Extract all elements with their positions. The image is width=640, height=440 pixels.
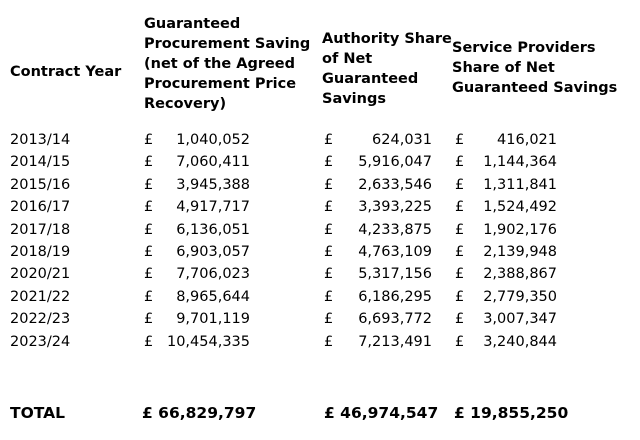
procurement-currency-symbol: £ [144,334,154,350]
authority-currency-symbol: £ [324,334,334,350]
authority-currency-symbol: £ [324,289,334,305]
provider-value-cell: 1,311,841 [483,177,557,193]
procurement-currency-symbol: £ [144,222,154,238]
procurement-value-cell: 7,060,411 [176,154,250,170]
contract-year-cell: 2021/22 [10,289,71,305]
provider-currency-symbol: £ [455,266,465,282]
provider-currency-symbol: £ [455,199,465,215]
procurement-value-cell: 3,945,388 [176,177,250,193]
provider-currency-symbol: £ [455,154,465,170]
authority-currency-symbol: £ [324,266,334,282]
authority-value-cell: 3,393,225 [358,199,432,215]
authority-currency-symbol: £ [324,222,334,238]
procurement-currency-symbol: £ [144,154,154,170]
provider-value-cell: 1,902,176 [483,222,557,238]
contract-year-cell: 2013/14 [10,132,71,148]
authority-currency-symbol: £ [324,132,334,148]
header-line: Guaranteed Savings [452,80,618,96]
provider-value-cell: 1,524,492 [483,199,557,215]
authority-value-cell: 7,213,491 [358,334,432,350]
authority-value-cell: 4,763,109 [358,244,432,260]
header-authority-share [322,29,452,109]
header-procurement-saving [144,14,310,114]
header-line: Service Providers [452,40,596,56]
header-line: (net of the Agreed [144,56,296,72]
procurement-currency-symbol: £ [144,132,154,148]
header-line: Authority Share [322,31,452,47]
procurement-currency-symbol: £ [144,177,154,193]
total-authority: £ 46,974,547 [324,404,439,422]
procurement-value-cell: 4,917,717 [176,199,250,215]
provider-value-cell: 2,388,867 [483,266,557,282]
authority-value-cell: 6,186,295 [358,289,432,305]
procurement-currency-symbol: £ [144,244,154,260]
authority-currency-symbol: £ [324,311,334,327]
provider-value-cell: 2,139,948 [483,244,557,260]
header-line: Savings [322,91,386,107]
authority-value-cell: 6,693,772 [358,311,432,327]
total-provider: £ 19,855,250 [454,404,569,422]
authority-currency-symbol: £ [324,154,334,170]
authority-value-cell: 5,916,047 [358,154,432,170]
contract-year-cell: 2014/15 [10,154,71,170]
contract-year-cell: 2022/23 [10,311,71,327]
header-contract-year-label: Contract Year [10,64,122,80]
contract-year-cell: 2023/24 [10,334,71,350]
procurement-value-cell: 1,040,052 [176,132,250,148]
procurement-currency-symbol: £ [144,289,154,305]
contract-year-cell: 2018/19 [10,244,71,260]
provider-currency-symbol: £ [455,177,465,193]
header-line: Procurement Saving [144,36,311,52]
procurement-currency-symbol: £ [144,311,154,327]
contract-year-cell: 2020/21 [10,266,71,282]
contract-year-cell: 2017/18 [10,222,71,238]
header-contract-year [10,62,121,82]
header-line: Share of Net [452,60,555,76]
procurement-value-cell: 6,136,051 [176,222,250,238]
contract-year-cell: 2015/16 [10,177,71,193]
total-label: TOTAL [10,404,65,422]
authority-currency-symbol: £ [324,177,334,193]
provider-value-cell: 1,144,364 [483,154,557,170]
contract-year-cell: 2016/17 [10,199,71,215]
procurement-value-cell: 10,454,335 [166,334,250,350]
provider-currency-symbol: £ [455,334,465,350]
header-line: of Net [322,51,373,67]
provider-currency-symbol: £ [455,311,465,327]
authority-value-cell: 5,317,156 [358,266,432,282]
header-line: Procurement Price [144,76,297,92]
provider-currency-symbol: £ [455,244,465,260]
procurement-value-cell: 6,903,057 [176,244,250,260]
authority-value-cell: 624,031 [372,132,432,148]
total-procurement: £ 66,829,797 [142,404,257,422]
header-line: Guaranteed [322,71,419,87]
procurement-currency-symbol: £ [144,266,154,282]
provider-currency-symbol: £ [455,132,465,148]
authority-currency-symbol: £ [324,244,334,260]
provider-value-cell: 416,021 [497,132,557,148]
header-provider-share [452,38,617,98]
authority-value-cell: 2,633,546 [358,177,432,193]
authority-value-cell: 4,233,875 [358,222,432,238]
authority-currency-symbol: £ [324,199,334,215]
header-line: Guaranteed [144,16,241,32]
procurement-value-cell: 8,965,644 [176,289,250,305]
provider-currency-symbol: £ [455,222,465,238]
procurement-currency-symbol: £ [144,199,154,215]
provider-value-cell: 3,240,844 [483,334,557,350]
provider-currency-symbol: £ [455,289,465,305]
procurement-value-cell: 9,701,119 [176,311,250,327]
procurement-value-cell: 7,706,023 [176,266,250,282]
provider-value-cell: 2,779,350 [483,289,557,305]
provider-value-cell: 3,007,347 [483,311,557,327]
header-line: Recovery) [144,96,227,112]
